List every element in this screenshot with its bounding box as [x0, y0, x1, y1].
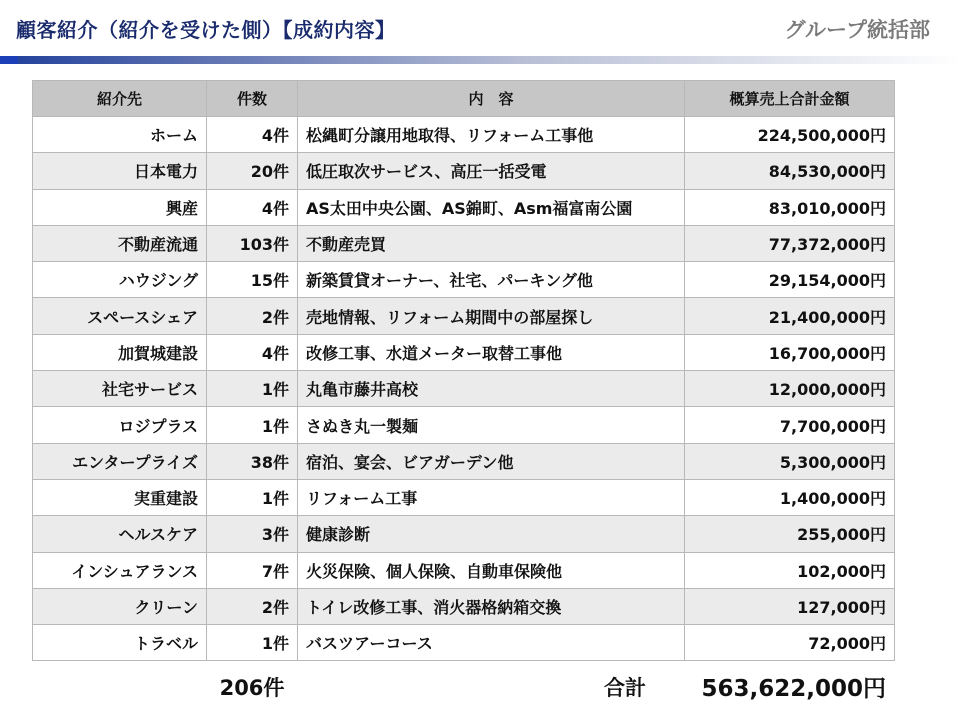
- table-row: [33, 516, 895, 552]
- referral-name-cell: 日本電力: [33, 153, 207, 189]
- content-cell: リフォーム工事: [298, 479, 685, 515]
- referral-name-cell: インシュアランス: [33, 552, 207, 588]
- table-row: [33, 371, 895, 407]
- count-cell: 7件: [207, 552, 298, 588]
- count-cell: 4件: [207, 334, 298, 370]
- table-row: [33, 407, 895, 443]
- amount-cell: 77,372,000円: [685, 225, 895, 261]
- referral-name-cell: クリーン: [33, 588, 207, 624]
- count-cell: 2件: [207, 298, 298, 334]
- table-row: [33, 552, 895, 588]
- table-row: [33, 189, 895, 225]
- header-accent-block: [0, 56, 18, 64]
- amount-cell: 12,000,000円: [685, 371, 895, 407]
- table-row: [33, 298, 895, 334]
- content-cell: さぬき丸一製麺: [298, 407, 685, 443]
- table-row: [33, 625, 895, 661]
- amount-cell: 16,700,000円: [685, 334, 895, 370]
- amount-cell: 224,500,000円: [685, 117, 895, 153]
- amount-cell: 29,154,000円: [685, 262, 895, 298]
- contract-table: [32, 80, 895, 661]
- department-name: グループ統括部: [784, 18, 930, 42]
- referral-name-cell: 社宅サービス: [33, 371, 207, 407]
- count-cell: 1件: [207, 479, 298, 515]
- content-cell: バスツアーコース: [298, 625, 685, 661]
- referral-name-cell: ロジプラス: [33, 407, 207, 443]
- table-row: [33, 117, 895, 153]
- content-cell: 丸亀市藤井高校: [298, 371, 685, 407]
- referral-name-cell: エンタープライズ: [33, 443, 207, 479]
- count-cell: 103件: [207, 225, 298, 261]
- count-cell: 1件: [207, 407, 298, 443]
- content-cell: 火災保険、個人保険、自動車保険他: [298, 552, 685, 588]
- table-header-row: [33, 81, 895, 117]
- total-label: 合計: [604, 676, 646, 700]
- referral-name-cell: 加賀城建設: [33, 334, 207, 370]
- count-cell: 4件: [207, 189, 298, 225]
- amount-cell: 102,000円: [685, 552, 895, 588]
- referral-name-cell: スペースシェア: [33, 298, 207, 334]
- referral-name-cell: 興産: [33, 189, 207, 225]
- count-cell: 20件: [207, 153, 298, 189]
- referral-name-cell: 不動産流通: [33, 225, 207, 261]
- table-row: [33, 443, 895, 479]
- total-amount: 563,622,000円: [701, 676, 886, 702]
- referral-name-cell: ホーム: [33, 117, 207, 153]
- amount-cell: 7,700,000円: [685, 407, 895, 443]
- referral-name-cell: 実重建設: [33, 479, 207, 515]
- count-cell: 3件: [207, 516, 298, 552]
- content-cell: 松縄町分譲用地取得、リフォーム工事他: [298, 117, 685, 153]
- content-cell: 健康診断: [298, 516, 685, 552]
- table-row: [33, 334, 895, 370]
- amount-cell: 127,000円: [685, 588, 895, 624]
- count-cell: 1件: [207, 371, 298, 407]
- referral-name-cell: ハウジング: [33, 262, 207, 298]
- referral-name-cell: トラベル: [33, 625, 207, 661]
- table-row: [33, 153, 895, 189]
- page-title: 顧客紹介（紹介を受けた側）【成約内容】: [16, 18, 396, 42]
- column-header-content: 内 容: [298, 81, 685, 117]
- table-row: [33, 479, 895, 515]
- column-header-referral: 紹介先: [33, 81, 207, 117]
- referral-name-cell: ヘルスケア: [33, 516, 207, 552]
- amount-cell: 72,000円: [685, 625, 895, 661]
- count-cell: 1件: [207, 625, 298, 661]
- amount-cell: 5,300,000円: [685, 443, 895, 479]
- content-cell: AS太田中央公園、AS錦町、Asm福富南公園: [298, 189, 685, 225]
- table-row: [33, 588, 895, 624]
- count-cell: 15件: [207, 262, 298, 298]
- header-divider: [0, 56, 960, 64]
- amount-cell: 84,530,000円: [685, 153, 895, 189]
- amount-cell: 255,000円: [685, 516, 895, 552]
- total-count: 206件: [219, 676, 285, 700]
- content-cell: 売地情報、リフォーム期間中の部屋探し: [298, 298, 685, 334]
- amount-cell: 21,400,000円: [685, 298, 895, 334]
- content-cell: 不動産売買: [298, 225, 685, 261]
- column-header-amount: 概算売上合計金額: [685, 81, 895, 117]
- count-cell: 2件: [207, 588, 298, 624]
- table-row: [33, 225, 895, 261]
- content-cell: 新築賃貸オーナー、社宅、パーキング他: [298, 262, 685, 298]
- amount-cell: 1,400,000円: [685, 479, 895, 515]
- table-row: [33, 262, 895, 298]
- content-cell: トイレ改修工事、消火器格納箱交換: [298, 588, 685, 624]
- count-cell: 4件: [207, 117, 298, 153]
- column-header-count: 件数: [207, 81, 298, 117]
- content-cell: 改修工事、水道メーター取替工事他: [298, 334, 685, 370]
- count-cell: 38件: [207, 443, 298, 479]
- amount-cell: 83,010,000円: [685, 189, 895, 225]
- content-cell: 低圧取次サービス、高圧一括受電: [298, 153, 685, 189]
- table-body: [33, 117, 895, 661]
- content-cell: 宿泊、宴会、ビアガーデン他: [298, 443, 685, 479]
